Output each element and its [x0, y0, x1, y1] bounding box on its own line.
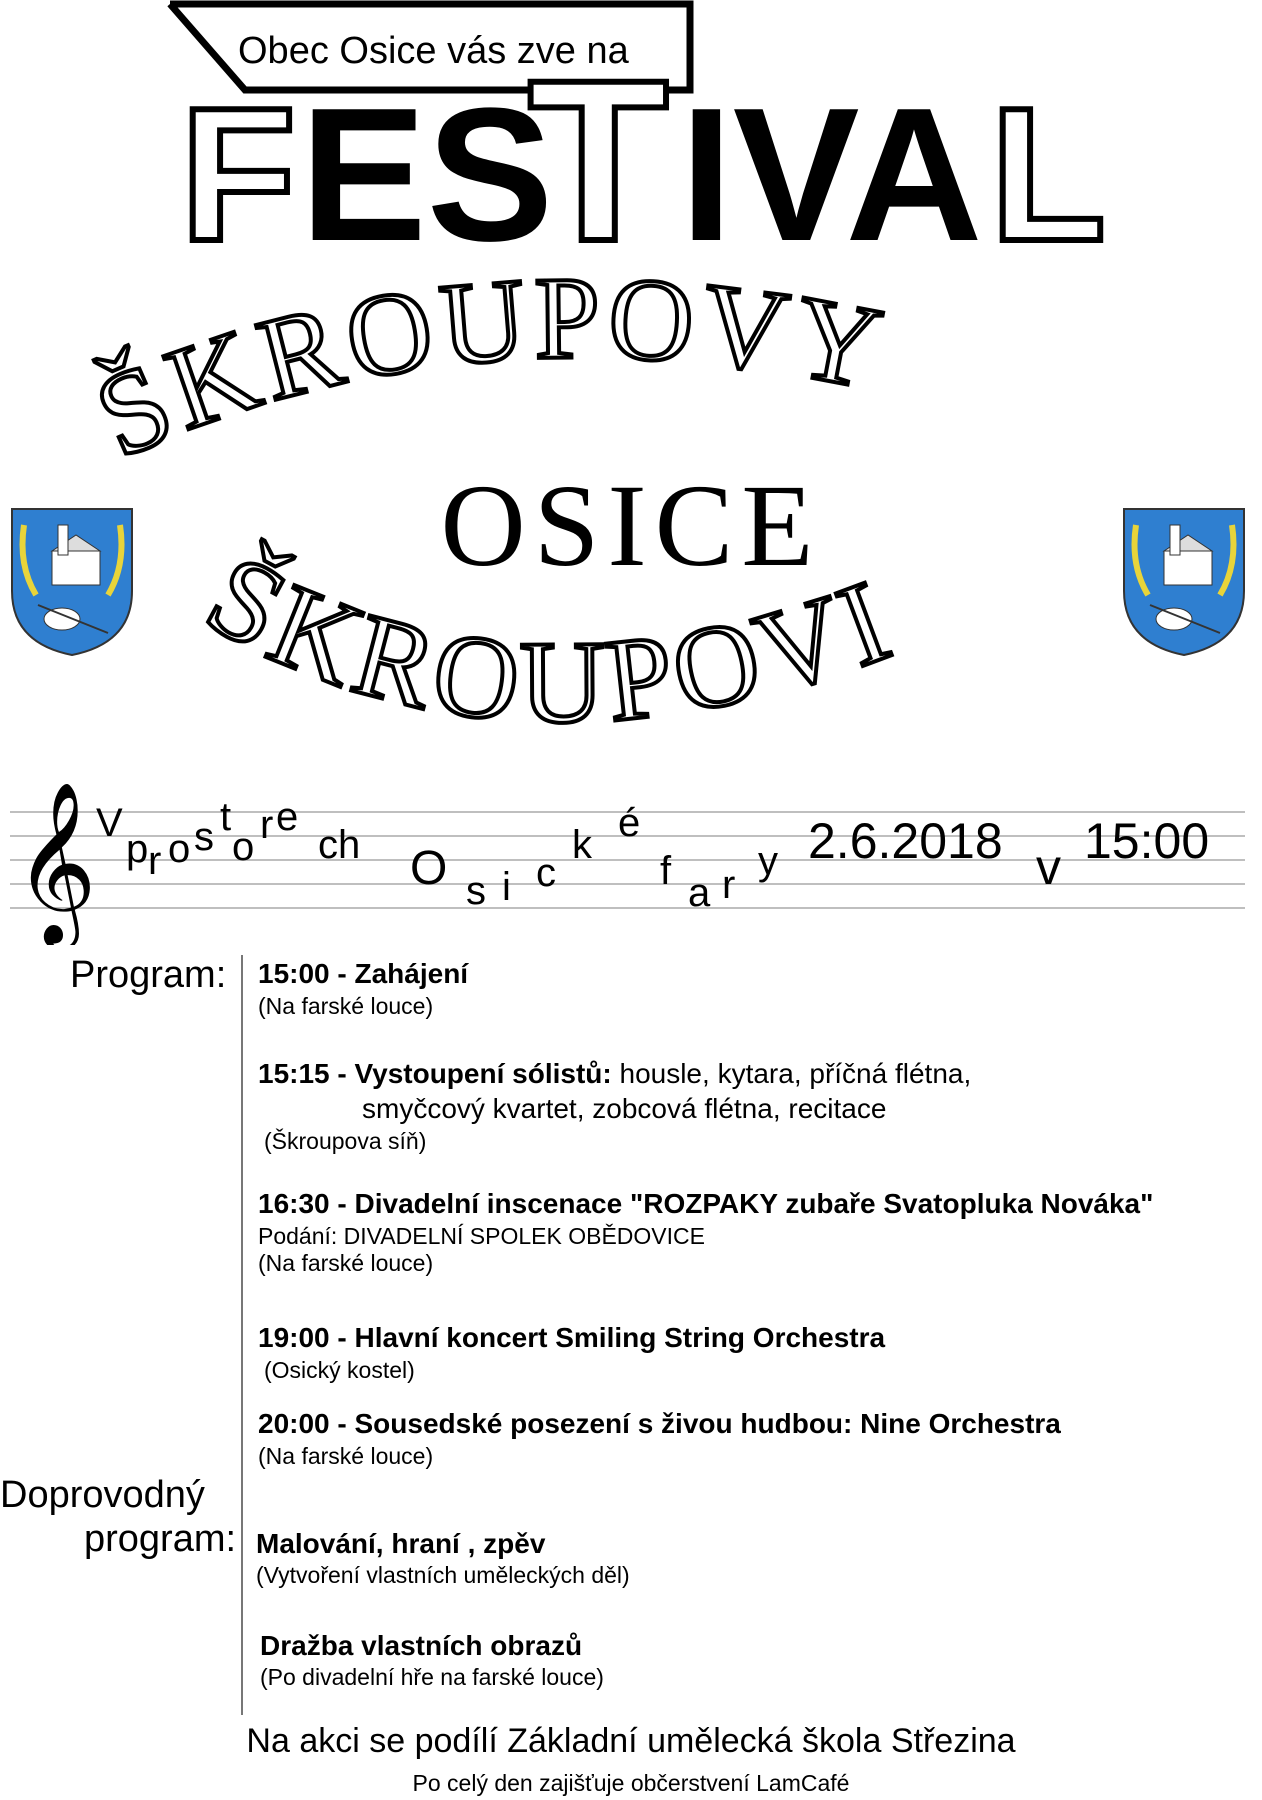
festival-letters-es: ES [300, 69, 554, 260]
venue-letter: c [536, 851, 556, 895]
event-title-bold: 15:15 - Vystoupení sólistů: [258, 1058, 612, 1089]
festival-letter-l: L [990, 69, 1107, 260]
festival-letters-iva: IVA [680, 69, 983, 260]
venue-letter: r [722, 863, 736, 907]
venue-letter: f [660, 849, 672, 893]
venue-letter: k [572, 823, 592, 867]
title-skroupovi: ŠKROUPOVI [187, 528, 911, 748]
coat-of-arms-icon [8, 505, 136, 657]
venue-letter: o [232, 825, 255, 869]
title-skroupovy: ŠKROUPOVY [77, 252, 898, 484]
side-item-note: (Po divadelní hře na farské louce) [260, 1664, 604, 1690]
event-title: 19:00 - Hlavní koncert Smiling String Orchestra [258, 1322, 886, 1353]
event-date-v: v [1036, 839, 1061, 895]
treble-clef-icon: 𝄞 [14, 781, 97, 944]
venue-letter: s [466, 869, 486, 913]
program-label: Program: [70, 954, 227, 996]
venue-letter: r [148, 839, 162, 883]
venue-letter: s [194, 815, 214, 859]
side-item-note: (Vytvoření vlastních uměleckých děl) [256, 1562, 630, 1588]
event-title: 16:30 - Divadelní inscenace "ROZPAKY zubaře Svatopluka Nováka" [258, 1188, 1154, 1219]
event-title-rest: housle, kytara, příčná flétna, [611, 1058, 972, 1089]
venue-letter: p [126, 827, 149, 871]
venue-letter: e [276, 795, 299, 839]
music-staff [0, 775, 1262, 945]
venue-letter: é [618, 801, 641, 845]
coat-of-arms-icon [1120, 505, 1248, 657]
event-place: (Na farské louce) [258, 993, 434, 1019]
event-presenter: Podání: DIVADELNÍ SPOLEK OBĚDOVICE [258, 1223, 705, 1249]
side-item-title: Dražba vlastních obrazů [260, 1630, 583, 1661]
event-place: (Na farské louce) [258, 1443, 434, 1469]
side-program-label: Doprovodný [0, 1474, 205, 1516]
event-time: 15:00 [1084, 813, 1210, 869]
venue-letter: o [168, 827, 191, 871]
event-date: 2.6.2018 [808, 813, 1003, 869]
side-program-label: program: [84, 1518, 237, 1560]
venue-letter: i [502, 865, 511, 909]
festival-banner [0, 0, 1262, 260]
side-item-title: Malování, hraní , zpěv [256, 1528, 546, 1559]
invite-text: Obec Osice vás zve na [238, 30, 629, 72]
venue-letter: y [758, 839, 778, 883]
program-divider [241, 955, 243, 1715]
event-title-continued: smyčcový kvartet, zobcová flétna, recitace [362, 1093, 887, 1124]
venue-letter: a [688, 871, 711, 915]
venue-letter: t [220, 795, 232, 839]
venue-text [96, 795, 778, 915]
festival-letter-f: F [180, 69, 297, 260]
event-place: (Škroupova síň) [264, 1128, 427, 1154]
event-title [258, 1058, 971, 1090]
footer-school: Na akci se podílí Základní umělecká škola Střezina [246, 1722, 1016, 1760]
festival-letter-t: T [528, 32, 669, 260]
venue-letter: r [260, 803, 274, 847]
venue-letter: V [96, 801, 123, 845]
event-title: 20:00 - Sousedské posezení s živou hudbou: Nine Orchestra [258, 1408, 1061, 1439]
event-place: (Na farské louce) [258, 1250, 434, 1276]
footer-refreshments: Po celý den zajišťuje občerstvení LamCafé [412, 1770, 850, 1796]
title-arches [0, 250, 1262, 780]
event-place: (Osický kostel) [264, 1357, 415, 1383]
event-title: 15:00 - Zahájení [258, 958, 469, 989]
venue-letter: ch [318, 823, 361, 867]
title-osice: OSICE [440, 460, 822, 591]
venue-letter: O [410, 842, 448, 895]
